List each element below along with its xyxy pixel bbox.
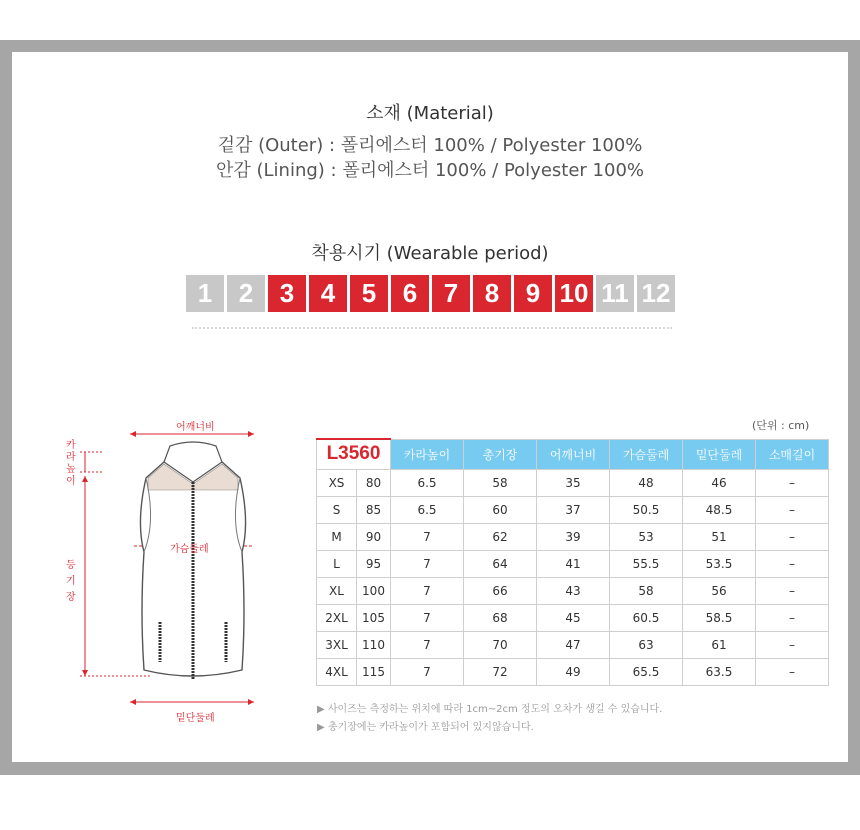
month-5: 5 xyxy=(350,275,388,312)
table-row xyxy=(317,658,829,685)
month-9: 9 xyxy=(514,275,552,312)
table-row xyxy=(317,469,829,496)
wearable-title: 착용시기 (Wearable period) xyxy=(311,243,549,264)
measure-cell: 49 xyxy=(537,658,610,685)
measure-cell: 7 xyxy=(391,631,464,658)
hem-label: 밑단둘레 xyxy=(176,713,215,724)
table-row xyxy=(317,496,829,523)
measure-cell: 64 xyxy=(464,550,537,577)
size-number-cell: 115 xyxy=(357,658,391,685)
vest-diagram xyxy=(52,412,272,742)
month-7: 7 xyxy=(432,275,470,312)
chest-label: 가슴둘레 xyxy=(170,544,209,555)
table-row xyxy=(317,631,829,658)
measure-cell: 62 xyxy=(464,523,537,550)
measure-cell: 63.5 xyxy=(683,658,756,685)
measure-cell: 7 xyxy=(391,658,464,685)
measure-cell: 41 xyxy=(537,550,610,577)
product-code: L3560 xyxy=(317,439,391,469)
size-number-cell: 95 xyxy=(357,550,391,577)
measure-cell: 7 xyxy=(391,523,464,550)
unit-label: (단위 : cm) xyxy=(752,419,810,432)
measure-cell: – xyxy=(756,631,829,658)
measure-cell: 50.5 xyxy=(610,496,683,523)
measure-cell: 37 xyxy=(537,496,610,523)
size-table-header xyxy=(317,439,829,469)
measure-cell: 6.5 xyxy=(391,496,464,523)
measure-cell: 43 xyxy=(537,577,610,604)
size-number-cell: 90 xyxy=(357,523,391,550)
size-cell: 4XL xyxy=(317,658,357,685)
measure-cell: 7 xyxy=(391,604,464,631)
measure-cell: 39 xyxy=(537,523,610,550)
table-row xyxy=(317,550,829,577)
measure-cell: 53.5 xyxy=(683,550,756,577)
measure-cell: – xyxy=(756,577,829,604)
size-cell: 3XL xyxy=(317,631,357,658)
length-label: 등기장 xyxy=(66,560,76,603)
measure-cell: 72 xyxy=(464,658,537,685)
size-cell: S xyxy=(317,496,357,523)
size-cell: L xyxy=(317,550,357,577)
column-header: 어깨너비 xyxy=(537,439,610,469)
measure-cell: 46 xyxy=(683,469,756,496)
measure-cell: 60.5 xyxy=(610,604,683,631)
measure-cell: 48.5 xyxy=(683,496,756,523)
measure-cell: 55.5 xyxy=(610,550,683,577)
month-10: 10 xyxy=(555,275,593,312)
month-3: 3 xyxy=(268,275,306,312)
column-header: 총기장 xyxy=(464,439,537,469)
size-cell: 2XL xyxy=(317,604,357,631)
size-number-cell: 85 xyxy=(357,496,391,523)
shoulder-label: 어깨너비 xyxy=(176,422,215,433)
measure-cell: – xyxy=(756,604,829,631)
column-header: 카라높이 xyxy=(391,439,464,469)
size-number-cell: 110 xyxy=(357,631,391,658)
collar-label: 카라높이 xyxy=(66,440,76,487)
month-2: 2 xyxy=(227,275,265,312)
measure-cell: – xyxy=(756,550,829,577)
vest-illustration-icon xyxy=(52,412,272,742)
measure-cell: 48 xyxy=(610,469,683,496)
measure-cell: 70 xyxy=(464,631,537,658)
measure-cell: 7 xyxy=(391,577,464,604)
material-lining: 안감 (Lining) : 폴리에스터 100% / Polyester 100% xyxy=(216,160,644,181)
size-cell: XL xyxy=(317,577,357,604)
month-6: 6 xyxy=(391,275,429,312)
size-cell: XS xyxy=(317,469,357,496)
measure-cell: 51 xyxy=(683,523,756,550)
measure-cell: 58 xyxy=(610,577,683,604)
table-row xyxy=(317,604,829,631)
wearable-months xyxy=(186,275,678,312)
size-table xyxy=(316,438,829,686)
size-number-cell: 105 xyxy=(357,604,391,631)
measure-cell: 61 xyxy=(683,631,756,658)
content-panel xyxy=(12,52,848,762)
measure-cell: 68 xyxy=(464,604,537,631)
size-number-cell: 80 xyxy=(357,469,391,496)
measure-cell: 7 xyxy=(391,550,464,577)
size-cell: M xyxy=(317,523,357,550)
measure-cell: 63 xyxy=(610,631,683,658)
size-number-cell: 100 xyxy=(357,577,391,604)
month-1: 1 xyxy=(186,275,224,312)
measure-cell: – xyxy=(756,496,829,523)
table-row xyxy=(317,523,829,550)
measure-cell: – xyxy=(756,523,829,550)
month-8: 8 xyxy=(473,275,511,312)
month-12: 12 xyxy=(637,275,675,312)
measure-cell: 45 xyxy=(537,604,610,631)
column-header: 가슴둘레 xyxy=(610,439,683,469)
note-tolerance: ▶ 사이즈는 측정하는 위치에 따라 1cm~2cm 정도의 오차가 생길 수 있습니다. xyxy=(317,704,663,715)
measure-cell: 65.5 xyxy=(610,658,683,685)
measure-cell: – xyxy=(756,658,829,685)
measure-cell: 53 xyxy=(610,523,683,550)
table-row xyxy=(317,577,829,604)
month-4: 4 xyxy=(309,275,347,312)
measure-cell: – xyxy=(756,469,829,496)
measure-cell: 47 xyxy=(537,631,610,658)
column-header: 소매길이 xyxy=(756,439,829,469)
note-length: ▶ 총기장에는 카라높이가 포함되어 있지않습니다. xyxy=(317,722,534,733)
measure-cell: 60 xyxy=(464,496,537,523)
measure-cell: 56 xyxy=(683,577,756,604)
column-header: 밑단둘레 xyxy=(683,439,756,469)
material-outer: 겉감 (Outer) : 폴리에스터 100% / Polyester 100% xyxy=(217,135,643,156)
dotted-divider xyxy=(192,327,672,329)
measure-cell: 58.5 xyxy=(683,604,756,631)
measure-cell: 58 xyxy=(464,469,537,496)
measure-cell: 66 xyxy=(464,577,537,604)
page-frame xyxy=(0,40,860,775)
material-title: 소재 (Material) xyxy=(366,103,494,124)
month-11: 11 xyxy=(596,275,634,312)
measure-cell: 35 xyxy=(537,469,610,496)
measure-cell: 6.5 xyxy=(391,469,464,496)
